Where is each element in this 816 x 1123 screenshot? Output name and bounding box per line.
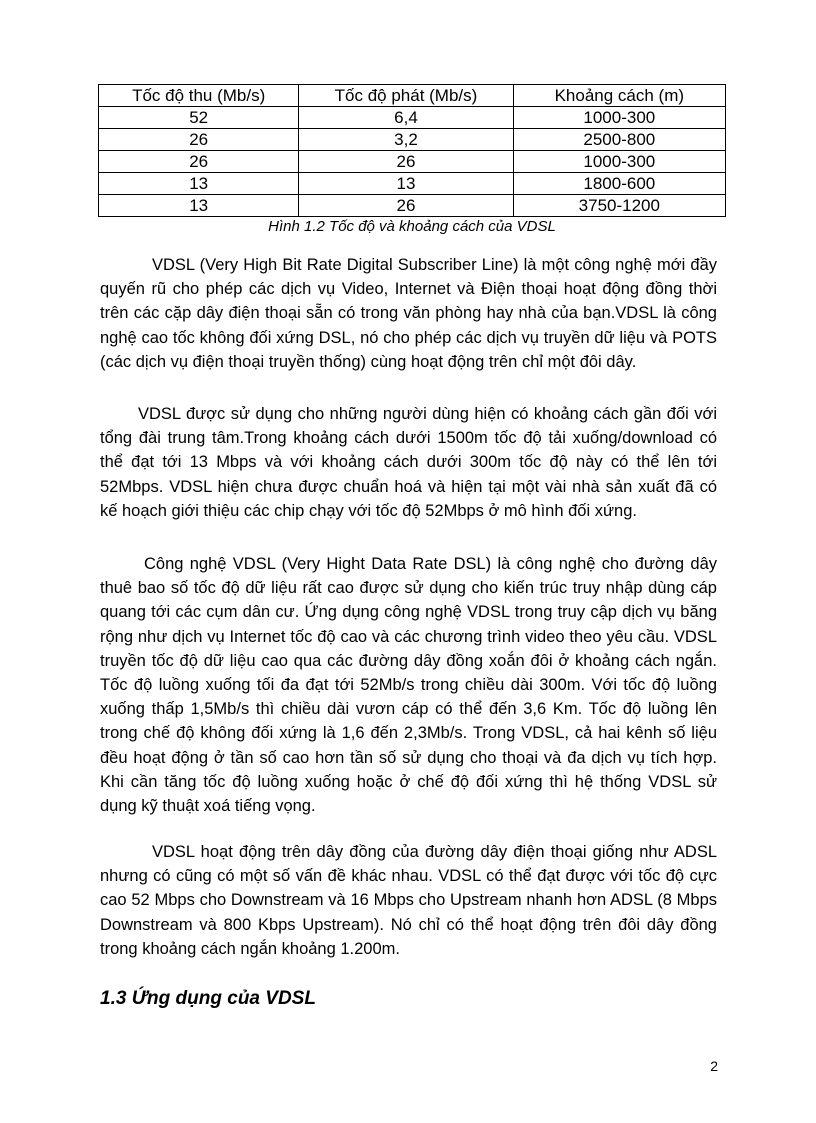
table-cell: 26 — [299, 151, 513, 173]
table-cell: 26 — [99, 129, 299, 151]
table-header-cell: Khoảng cách (m) — [513, 85, 725, 107]
table-caption: Hình 1.2 Tốc độ và khoảng cách của VDSL — [268, 218, 556, 235]
table-header-row — [99, 85, 726, 107]
table-cell: 6,4 — [299, 107, 513, 129]
table-cell: 3750-1200 — [513, 195, 725, 217]
table-cell: 26 — [299, 195, 513, 217]
table-header-cell: Tốc độ phát (Mb/s) — [299, 85, 513, 107]
table-cell: 13 — [99, 173, 299, 195]
table-row — [99, 173, 726, 195]
table-cell: 3,2 — [299, 129, 513, 151]
paragraph-vdsl-vs-adsl: VDSL hoạt động trên dây đồng của đường dây điện thoại giống như ADSL nhưng có cũng có một số vấn đề khác nhau. VDSL có thể đạt được với tốc độ cực cao 52 Mbps cho Downstream và 16 Mbps cho Upstream nhanh hơn ADSL (8 Mbps Downstream và 800 Kbps Upstream). Nó chỉ có thể hoạt động trên đôi dây đồng trong khoảng cách ngắn khoảng 1.200m. — [100, 843, 717, 958]
page-number: 2 — [710, 1058, 718, 1074]
paragraph-vdsl-usage: VDSL được sử dụng cho những người dùng hiện có khoảng cách gần đối với tổng đài trung tâm.Trong khoảng cách dưới 1500m tốc độ tải xuống/download có thể đạt tới 13 Mbps và với khoảng cách dưới 300m tốc độ này có thể lên tới 52Mbps. VDSL hiện chưa được chuẩn hoá và hiện tại một vài nhà sản xuất đã có kế hoạch giới thiệu các chip chạy với tốc độ 52Mbps ở mô hình đối xứng. — [100, 405, 717, 520]
speed-distance-table — [98, 84, 726, 217]
table-cell: 13 — [99, 195, 299, 217]
table-cell: 26 — [99, 151, 299, 173]
table-row — [99, 195, 726, 217]
table-cell: 13 — [299, 173, 513, 195]
table-row — [99, 107, 726, 129]
table-cell: 1800-600 — [513, 173, 725, 195]
table-cell: 1000-300 — [513, 151, 725, 173]
paragraph-vdsl-technology: Công nghệ VDSL (Very Hight Data Rate DSL) là công nghệ cho đường dây thuê bao số tốc độ dữ liệu rất cao được sử dụng cho kiến trúc truy nhập dùng cáp quang tới các cụm dân cư. Ứng dụng công nghệ VDSL trong truy cập dịch vụ băng rộng như dịch vụ Internet tốc độ cao và các chương trình video theo yêu cầu. VDSL truyền tốc độ dữ liệu cao qua các đường dây đồng xoắn đôi ở khoảng cách ngắn. Tốc độ luồng xuống tối đa đạt tới 52Mb/s trong chiều dài 300m. Với tốc độ luồng xuống thấp 1,5Mb/s thì chiều dài vươn cáp có thể đến 3,6 Km. Tốc độ luồng lên trong chế độ không đối xứng là 1,6 đến 2,3Mb/s. Trong VDSL, cả hai kênh số liệu đều hoạt động ở tần số cao hơn tần số sử dụng cho thoại và đa dịch vụ tích hợp. Khi cần tăng tốc độ luồng xuống hoặc ở chế độ đối xứng thì hệ thống VDSL sử dụng kỹ thuật xoá tiếng vọng. — [100, 555, 717, 816]
table-row — [99, 129, 726, 151]
table-row — [99, 151, 726, 173]
table-cell: 2500-800 — [513, 129, 725, 151]
table-cell: 52 — [99, 107, 299, 129]
table-cell: 1000-300 — [513, 107, 725, 129]
table-header-cell: Tốc độ thu (Mb/s) — [99, 85, 299, 107]
section-heading: 1.3 Ứng dụng của VDSL — [100, 988, 316, 1009]
paragraph-vdsl-intro: VDSL (Very High Bit Rate Digital Subscriber Line) là một công nghệ mới đầy quyến rũ cho phép các dịch vụ Video, Internet và Điện thoại hoạt động đồng thời trên các cặp dây điện thoại sẵn có trong văn phòng hay nhà của bạn.VDSL là công nghệ cao tốc không đối xứng DSL, nó cho phép các dịch vụ truyền dữ liệu và POTS (các dịch vụ điện thoại truyền thống) cùng hoạt động trên chỉ một đôi dây. — [100, 256, 717, 371]
